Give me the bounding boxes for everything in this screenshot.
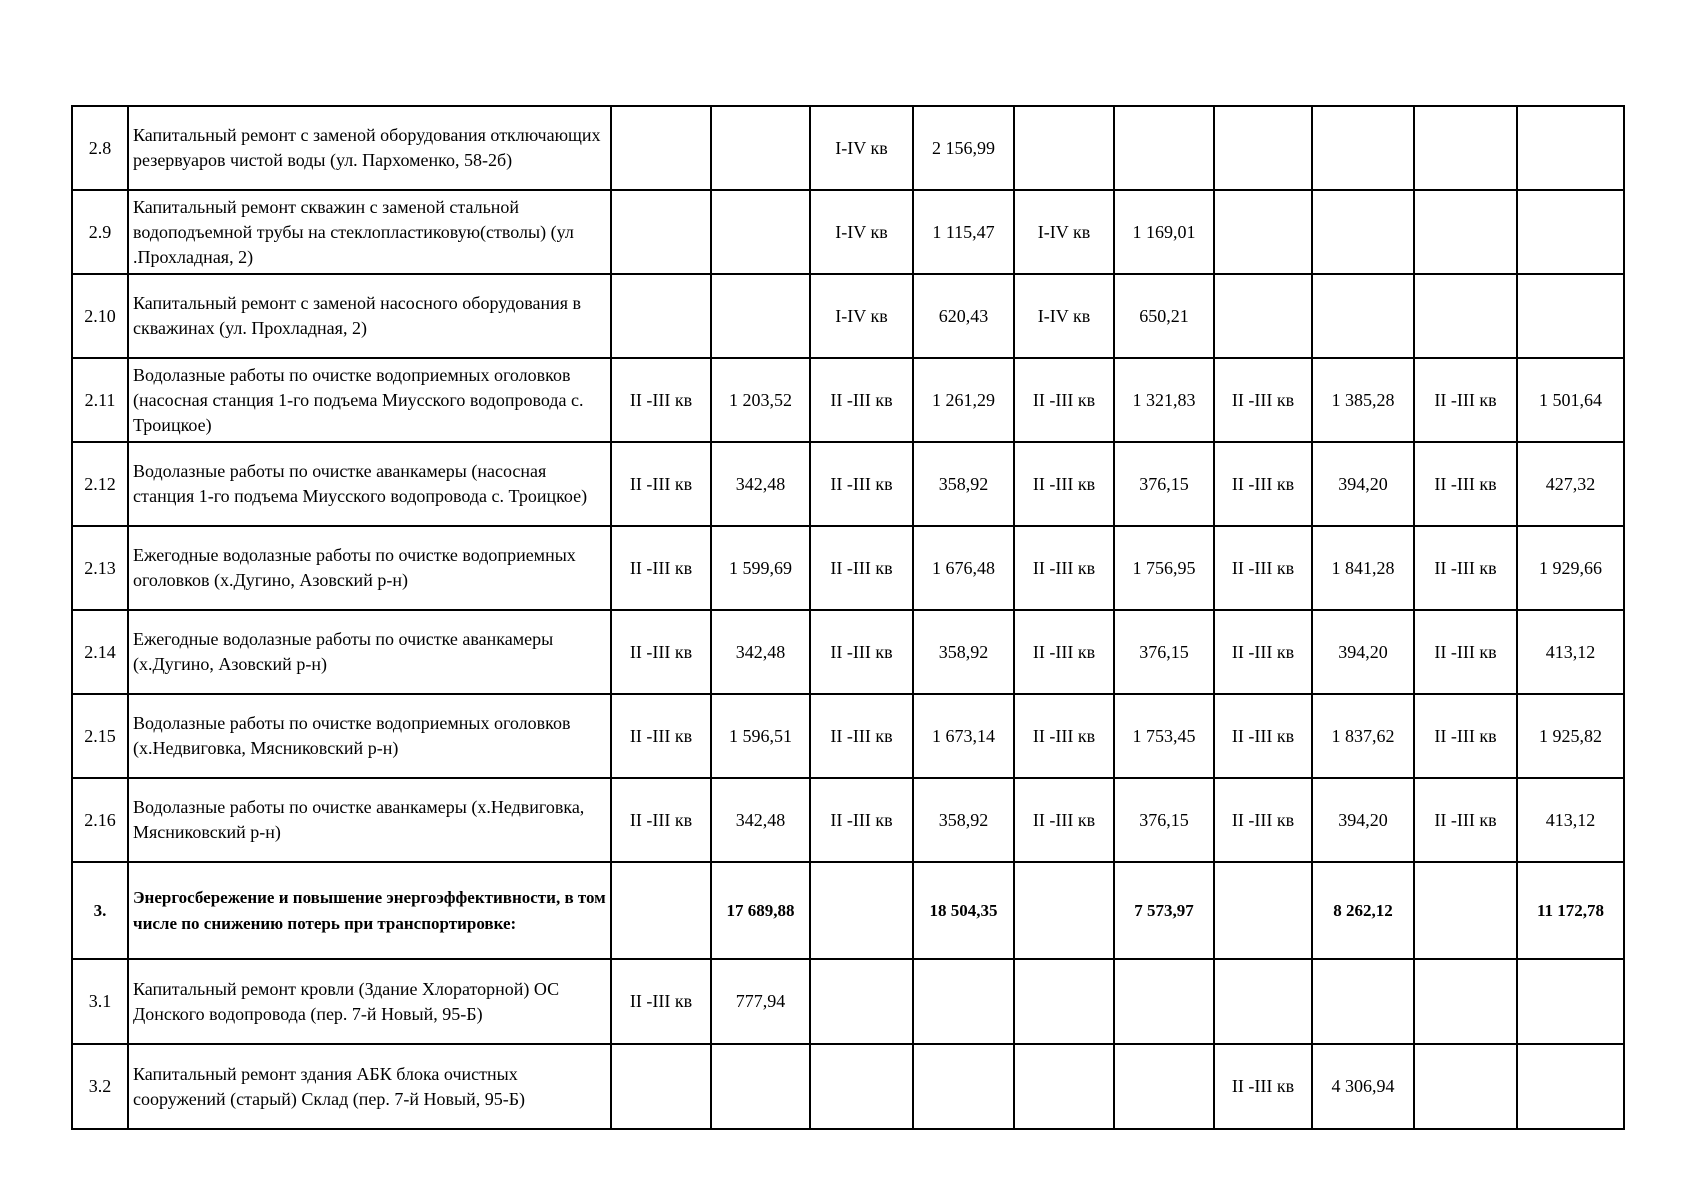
period-cell [810, 1044, 913, 1129]
period-cell [810, 862, 913, 959]
work-description: Капитальный ремонт с заменой насосного оборудования в скважинах (ул. Прохладная, 2) [128, 274, 611, 358]
period-cell: II -III кв [1214, 1044, 1312, 1129]
period-cell [1414, 190, 1517, 274]
period-cell: II -III кв [1014, 526, 1114, 610]
period-cell: II -III кв [1014, 694, 1114, 778]
table-row [72, 106, 1624, 190]
amount-cell [1517, 190, 1624, 274]
amount-cell: 1 925,82 [1517, 694, 1624, 778]
row-number: 2.12 [72, 442, 128, 526]
amount-cell [1114, 106, 1214, 190]
amount-cell: 394,20 [1312, 442, 1414, 526]
amount-cell: 394,20 [1312, 610, 1414, 694]
amount-cell [711, 190, 810, 274]
period-cell [1014, 959, 1114, 1044]
period-cell: II -III кв [611, 959, 711, 1044]
amount-cell [913, 959, 1014, 1044]
work-description: Капитальный ремонт скважин с заменой стальной водоподъемной трубы на стеклопластиковую(стволы) (ул .Прохладная, 2) [128, 190, 611, 274]
work-description: Ежегодные водолазные работы по очистке водоприемных оголовков (х.Дугино, Азовский р-н) [128, 526, 611, 610]
work-description: Капитальный ремонт с заменой оборудования отключающих резервуаров чистой воды (ул. Пархоменко, 58-2б) [128, 106, 611, 190]
amount-cell: 17 689,88 [711, 862, 810, 959]
amount-cell: 4 306,94 [1312, 1044, 1414, 1129]
period-cell: II -III кв [1214, 358, 1312, 442]
amount-cell [711, 1044, 810, 1129]
period-cell [810, 959, 913, 1044]
period-cell [611, 862, 711, 959]
work-description: Водолазные работы по очистке водоприемных оголовков (насосная станция 1-го подъема Миусского водопровода с. Троицкое) [128, 358, 611, 442]
amount-cell [711, 106, 810, 190]
amount-cell: 1 673,14 [913, 694, 1014, 778]
amount-cell: 1 756,95 [1114, 526, 1214, 610]
period-cell [1014, 106, 1114, 190]
work-description: Водолазные работы по очистке аванкамеры (насосная станция 1-го подъема Миусского водопровода с. Троицкое) [128, 442, 611, 526]
amount-cell: 1 841,28 [1312, 526, 1414, 610]
period-cell: I-IV кв [810, 106, 913, 190]
amount-cell: 413,12 [1517, 610, 1624, 694]
row-number: 2.11 [72, 358, 128, 442]
row-number: 2.15 [72, 694, 128, 778]
period-cell: I-IV кв [810, 190, 913, 274]
amount-cell: 1 203,52 [711, 358, 810, 442]
amount-cell [1517, 959, 1624, 1044]
amount-cell [1114, 959, 1214, 1044]
period-cell [1214, 959, 1312, 1044]
period-cell: II -III кв [611, 442, 711, 526]
period-cell: II -III кв [1414, 610, 1517, 694]
table-row [72, 610, 1624, 694]
amount-cell: 777,94 [711, 959, 810, 1044]
amount-cell: 358,92 [913, 442, 1014, 526]
period-cell [611, 106, 711, 190]
period-cell: II -III кв [810, 610, 913, 694]
table-row [72, 442, 1624, 526]
table-row [72, 862, 1624, 959]
amount-cell [1517, 274, 1624, 358]
amount-cell: 1 385,28 [1312, 358, 1414, 442]
amount-cell: 413,12 [1517, 778, 1624, 862]
period-cell: II -III кв [611, 610, 711, 694]
period-cell [611, 190, 711, 274]
period-cell: II -III кв [1014, 610, 1114, 694]
works-table [71, 105, 1625, 1130]
period-cell: II -III кв [1414, 442, 1517, 526]
period-cell: II -III кв [1414, 694, 1517, 778]
amount-cell: 394,20 [1312, 778, 1414, 862]
row-number: 2.16 [72, 778, 128, 862]
amount-cell: 1 321,83 [1114, 358, 1214, 442]
work-description: Ежегодные водолазные работы по очистке аванкамеры (х.Дугино, Азовский р-н) [128, 610, 611, 694]
amount-cell [1312, 959, 1414, 1044]
row-number: 3. [72, 862, 128, 959]
period-cell: II -III кв [1214, 778, 1312, 862]
period-cell [1214, 862, 1312, 959]
period-cell [1414, 959, 1517, 1044]
period-cell [611, 274, 711, 358]
table-row [72, 274, 1624, 358]
period-cell: II -III кв [1214, 442, 1312, 526]
work-description: Водолазные работы по очистке водоприемных оголовков (х.Недвиговка, Мясниковский р-н) [128, 694, 611, 778]
period-cell [1214, 106, 1312, 190]
period-cell: II -III кв [1414, 526, 1517, 610]
period-cell: II -III кв [1214, 526, 1312, 610]
table-row [72, 358, 1624, 442]
amount-cell: 11 172,78 [1517, 862, 1624, 959]
amount-cell: 376,15 [1114, 778, 1214, 862]
period-cell [1414, 1044, 1517, 1129]
period-cell: II -III кв [810, 526, 913, 610]
period-cell [1414, 106, 1517, 190]
period-cell: II -III кв [810, 442, 913, 526]
amount-cell: 8 262,12 [1312, 862, 1414, 959]
amount-cell [913, 1044, 1014, 1129]
amount-cell: 358,92 [913, 778, 1014, 862]
period-cell: I-IV кв [1014, 274, 1114, 358]
row-number: 2.13 [72, 526, 128, 610]
period-cell [1214, 274, 1312, 358]
amount-cell: 1 753,45 [1114, 694, 1214, 778]
period-cell: II -III кв [1214, 610, 1312, 694]
period-cell: II -III кв [611, 358, 711, 442]
period-cell: II -III кв [611, 694, 711, 778]
amount-cell: 18 504,35 [913, 862, 1014, 959]
period-cell: II -III кв [1014, 358, 1114, 442]
row-number: 2.8 [72, 106, 128, 190]
work-description: Энергосбережение и повышение энергоэффективности, в том числе по снижению потерь при транспортировке: [128, 862, 611, 959]
amount-cell: 376,15 [1114, 442, 1214, 526]
period-cell [1414, 274, 1517, 358]
work-description: Капитальный ремонт здания АБК блока очистных сооружений (старый) Склад (пер. 7-й Новый, 95-Б) [128, 1044, 611, 1129]
amount-cell: 427,32 [1517, 442, 1624, 526]
period-cell: II -III кв [611, 526, 711, 610]
row-number: 2.10 [72, 274, 128, 358]
period-cell [1014, 1044, 1114, 1129]
amount-cell: 1 115,47 [913, 190, 1014, 274]
table-row [72, 526, 1624, 610]
amount-cell: 342,48 [711, 610, 810, 694]
period-cell [1214, 190, 1312, 274]
amount-cell: 342,48 [711, 442, 810, 526]
table-row [72, 190, 1624, 274]
period-cell: II -III кв [1014, 778, 1114, 862]
amount-cell: 620,43 [913, 274, 1014, 358]
amount-cell: 7 573,97 [1114, 862, 1214, 959]
period-cell: II -III кв [1414, 778, 1517, 862]
amount-cell: 1 169,01 [1114, 190, 1214, 274]
amount-cell [711, 274, 810, 358]
period-cell [611, 1044, 711, 1129]
period-cell: I-IV кв [810, 274, 913, 358]
amount-cell: 1 837,62 [1312, 694, 1414, 778]
period-cell [1014, 862, 1114, 959]
period-cell [1414, 862, 1517, 959]
amount-cell: 1 501,64 [1517, 358, 1624, 442]
period-cell: II -III кв [1014, 442, 1114, 526]
period-cell: II -III кв [1414, 358, 1517, 442]
amount-cell: 2 156,99 [913, 106, 1014, 190]
period-cell: II -III кв [810, 778, 913, 862]
amount-cell: 1 599,69 [711, 526, 810, 610]
amount-cell [1312, 190, 1414, 274]
amount-cell: 358,92 [913, 610, 1014, 694]
period-cell: I-IV кв [1014, 190, 1114, 274]
period-cell: II -III кв [1214, 694, 1312, 778]
row-number: 3.2 [72, 1044, 128, 1129]
amount-cell: 1 676,48 [913, 526, 1014, 610]
period-cell: II -III кв [810, 694, 913, 778]
amount-cell: 1 929,66 [1517, 526, 1624, 610]
row-number: 2.14 [72, 610, 128, 694]
work-description: Капитальный ремонт кровли (Здание Хлораторной) ОС Донского водопровода (пер. 7-й Новый, 95-Б) [128, 959, 611, 1044]
amount-cell [1517, 106, 1624, 190]
amount-cell [1312, 274, 1414, 358]
row-number: 3.1 [72, 959, 128, 1044]
amount-cell: 376,15 [1114, 610, 1214, 694]
row-number: 2.9 [72, 190, 128, 274]
amount-cell: 1 596,51 [711, 694, 810, 778]
amount-cell [1312, 106, 1414, 190]
amount-cell: 650,21 [1114, 274, 1214, 358]
amount-cell [1517, 1044, 1624, 1129]
table-row [72, 959, 1624, 1044]
period-cell: II -III кв [810, 358, 913, 442]
table-row [72, 694, 1624, 778]
period-cell: II -III кв [611, 778, 711, 862]
amount-cell: 1 261,29 [913, 358, 1014, 442]
amount-cell: 342,48 [711, 778, 810, 862]
amount-cell [1114, 1044, 1214, 1129]
table-row [72, 778, 1624, 862]
table-row [72, 1044, 1624, 1129]
work-description: Водолазные работы по очистке аванкамеры (х.Недвиговка, Мясниковский р-н) [128, 778, 611, 862]
